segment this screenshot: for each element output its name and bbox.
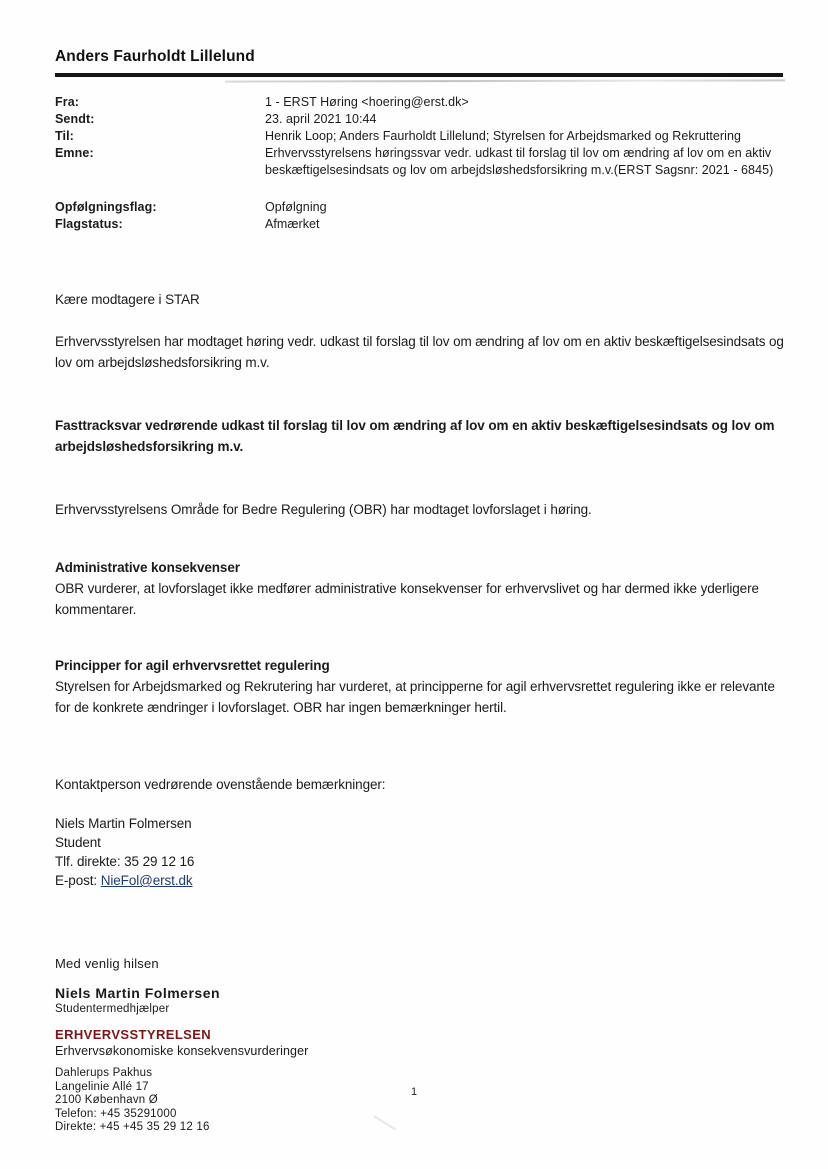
field-from (55, 94, 792, 111)
field-subject (55, 145, 792, 179)
page-number: 1 (410, 1086, 418, 1098)
page-title: Anders Faurholdt Lillelund (55, 48, 783, 77)
intro-paragraph: Erhvervsstyrelsen har modtaget høring vedr. udkast til forslag til lov om ændring af lov om en aktiv beskæftigelsesindsats og lov om arbejdsløshedsforsikring m.v. (55, 334, 784, 370)
field-followup-flag-value: Opfølgning (265, 200, 327, 214)
admin-consequences-heading: Administrative konsekvenser (55, 560, 240, 575)
field-followup-flag (55, 199, 792, 216)
field-to-value: Henrik Loop; Anders Faurholdt Lillelund; Styrelsen for Arbejdsmarked og Rekruttering (265, 129, 741, 143)
signature-closing: Med venlig hilsen (55, 956, 159, 971)
contact-intro: Kontaktperson vedrørende ovenstående bemærkninger: (55, 777, 386, 792)
field-to (55, 128, 792, 145)
address-line: 2100 København Ø (55, 1094, 158, 1106)
contact-email-label: E-post: (55, 873, 101, 888)
field-sent-label: Sendt: (55, 112, 95, 126)
field-flag-status (55, 216, 792, 233)
signature-organization: ERHVERVSSTYRELSEN (55, 1027, 212, 1042)
contact-phone: Tlf. direkte: 35 29 12 16 (55, 854, 195, 869)
scan-artifact-line (225, 79, 785, 82)
field-flag-status-value: Afmærket (265, 217, 320, 231)
field-subject-label: Emne: (55, 146, 94, 160)
field-flag-status-label: Flagstatus: (55, 217, 123, 231)
address-line: Telefon: +45 35291000 (55, 1107, 177, 1120)
email-link[interactable]: NieFol@erst.dk (100, 873, 193, 888)
signature-department: Erhvervsøkonomiske konsekvensvurderinger (55, 1044, 309, 1058)
signature-block (55, 956, 792, 1135)
field-followup-flag-label: Opfølgningsflag: (55, 200, 157, 214)
field-from-value: 1 - ERST Høring <hoering@erst.dk> (265, 95, 469, 109)
signature-job-title: Studentermedhjælper (55, 1003, 170, 1015)
address-line: Direkte: +45 +45 35 29 12 16 (55, 1121, 210, 1133)
signature-address (55, 1067, 792, 1135)
field-subject-value: Erhvervsstyrelsens høringssvar vedr. udkast til forslag til lov om ændring af lov om en aktiv beskæftigelsesindsats og lov om arbejdsløshedsforsikring m.v.(ERST Sagsnr: 2021 - 6845) (265, 146, 774, 177)
email-flag-fields (55, 199, 792, 233)
email-body (55, 289, 792, 890)
greeting: Kære modtagere i STAR (55, 292, 200, 307)
signature-name: Niels Martin Folmersen (55, 985, 221, 1001)
email-header-fields (55, 94, 792, 233)
field-to-label: Til: (55, 129, 74, 143)
admin-consequences-paragraph: OBR vurderer, at lovforslaget ikke medfører administrative konsekvenser for erhvervslivet og har dermed ikke yderligere kommentarer. (55, 581, 759, 617)
field-sent (55, 111, 792, 128)
fasttrack-heading: Fasttracksvar vedrørende udkast til forslag til lov om ændring af lov om en aktiv beskæftigelsesindsats og lov om arbejdsløshedsforsikring m.v. (55, 418, 775, 454)
contact-name: Niels Martin Folmersen (55, 816, 192, 831)
field-sent-value: 23. april 2021 10:44 (265, 112, 377, 126)
address-line: Langelinie Allé 17 (55, 1080, 149, 1093)
contact-title: Student (55, 835, 101, 850)
address-line: Dahlerups Pakhus (55, 1067, 153, 1079)
agile-principles-paragraph: Styrelsen for Arbejdsmarked og Rekrutering har vurderet, at principperne for agil erhvervsrettet regulering ikke er relevante for de konkrete ændringer i lovforslaget. OBR har ingen bemærkninger hertil. (55, 679, 775, 715)
contact-email-line (55, 871, 792, 890)
contact-details (55, 814, 792, 890)
field-from-label: Fra: (55, 95, 80, 109)
agile-principles-heading: Principper for agil erhvervsrettet regulering (55, 658, 330, 673)
obr-paragraph: Erhvervsstyrelsens Område for Bedre Regulering (OBR) har modtaget lovforslaget i høring. (55, 502, 592, 517)
